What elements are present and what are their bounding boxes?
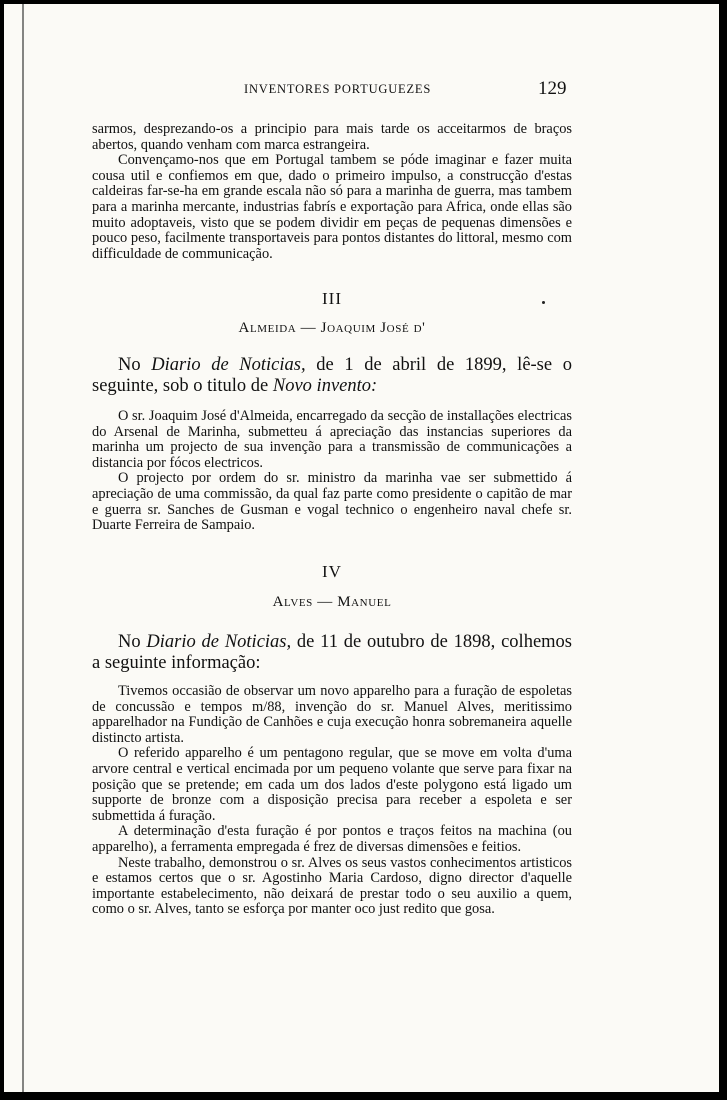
paragraph: A determinação d'esta furação é por pontos e traços feitos na machina (ou apparelho), a ferramenta empregada é frez de diversas dimensões e feitios. — [92, 823, 572, 855]
paragraph: Convençamo-nos que em Portugal tambem se póde imaginar e fazer muita cousa util e confiemos em que, dado o primeiro impulso, a construcção d'estas caldeiras far-se-ha em grande escala não só para a marinha de guerra, mas tambem para a marinha mercante, industrias fabrís e exportação para Africa, onde ellas são muito adoptaveis, visto que se podem dividir em peças de pequenas dimensões e pouco peso, facilmente transportaveis para pontos distantes do littoral, mesmo com difficuldade de communicação. — [92, 152, 572, 262]
section-number-3: III — [322, 289, 342, 308]
lead-paragraph-3: No Diario de Noticias, de 1 de abril de 1899, lê-se o seguinte, sob o titulo de Novo invento: — [92, 355, 572, 396]
ink-speck — [542, 301, 545, 304]
newspaper-name: Diario de Noticias, — [146, 632, 292, 652]
paragraph: O referido apparelho é um pentagono regular, que se move em volta d'uma arvore central e vertical encimada por um pequeno volante que serve para fixar na posição que se pretende; em cada um dos lados d'este polygono está ligado um supporte de bronze com a disposição precisa para receber a espoleta e ser submettida á furação. — [92, 745, 572, 824]
article-title: Novo invento: — [272, 376, 378, 396]
paragraph: O projecto por ordem do sr. ministro da marinha vae ser submettido á apreciação de uma commissão, da qual faz parte como presidente o capitão de mar e guerra sr. Sanches de Gusman e vogal technico o engenheiro naval chefe sr. Duarte Ferreira de Sampaio. — [92, 470, 572, 534]
section-heading-3: Almeida — Joaquim José d' — [238, 320, 426, 336]
intro-text — [92, 122, 572, 262]
page — [4, 4, 719, 1092]
paragraph: sarmos, desprezando-os a principio para mais tarde os acceitarmos de braços abertos, quando venham com marca estrangeira. — [92, 121, 572, 153]
paragraph: Tivemos occasião de observar um novo apparelho para a furação de espoletas de concussão e tempos m/88, invenção do sr. Manuel Alves, meritissimo apparelhador na Fundição de Canhões e cuja execução honra sobremaneira aquelle distincto artista. — [92, 683, 572, 746]
section-number-4: IV — [322, 562, 342, 581]
lead-paragraph-4: No Diario de Noticias, de 11 de outubro de 1898, colhemos a seguinte informação: — [92, 632, 572, 673]
newspaper-name: Diario de Noticias, — [151, 355, 306, 375]
section-heading-4: Alves — Manuel — [272, 594, 392, 610]
paragraph: Neste trabalho, demonstrou o sr. Alves os seus vastos conhecimentos artisticos e estamos certos que o sr. Agostinho Maria Cardoso, digno director d'aquelle importante estabelecimento, não deixará de prestar todo o seu auxilio a quem, como o sr. Alves, tanto se esforça por manter oco just redito que gosa. — [92, 854, 572, 918]
page-number: 129 — [538, 78, 567, 99]
section-4-body — [92, 684, 572, 918]
section-3-body — [92, 409, 572, 534]
paragraph: O sr. Joaquim José d'Almeida, encarregado da secção de installações electricas do Arsenal de Marinha, submetteu á apreciação das instancias superiores da marinha um projecto de sua invenção para a transmissão de communicações a distancia por fócos electricos. — [92, 408, 572, 471]
running-head-title: INVENTORES PORTUGUEZES — [244, 82, 432, 96]
binding-edge — [22, 4, 24, 1092]
